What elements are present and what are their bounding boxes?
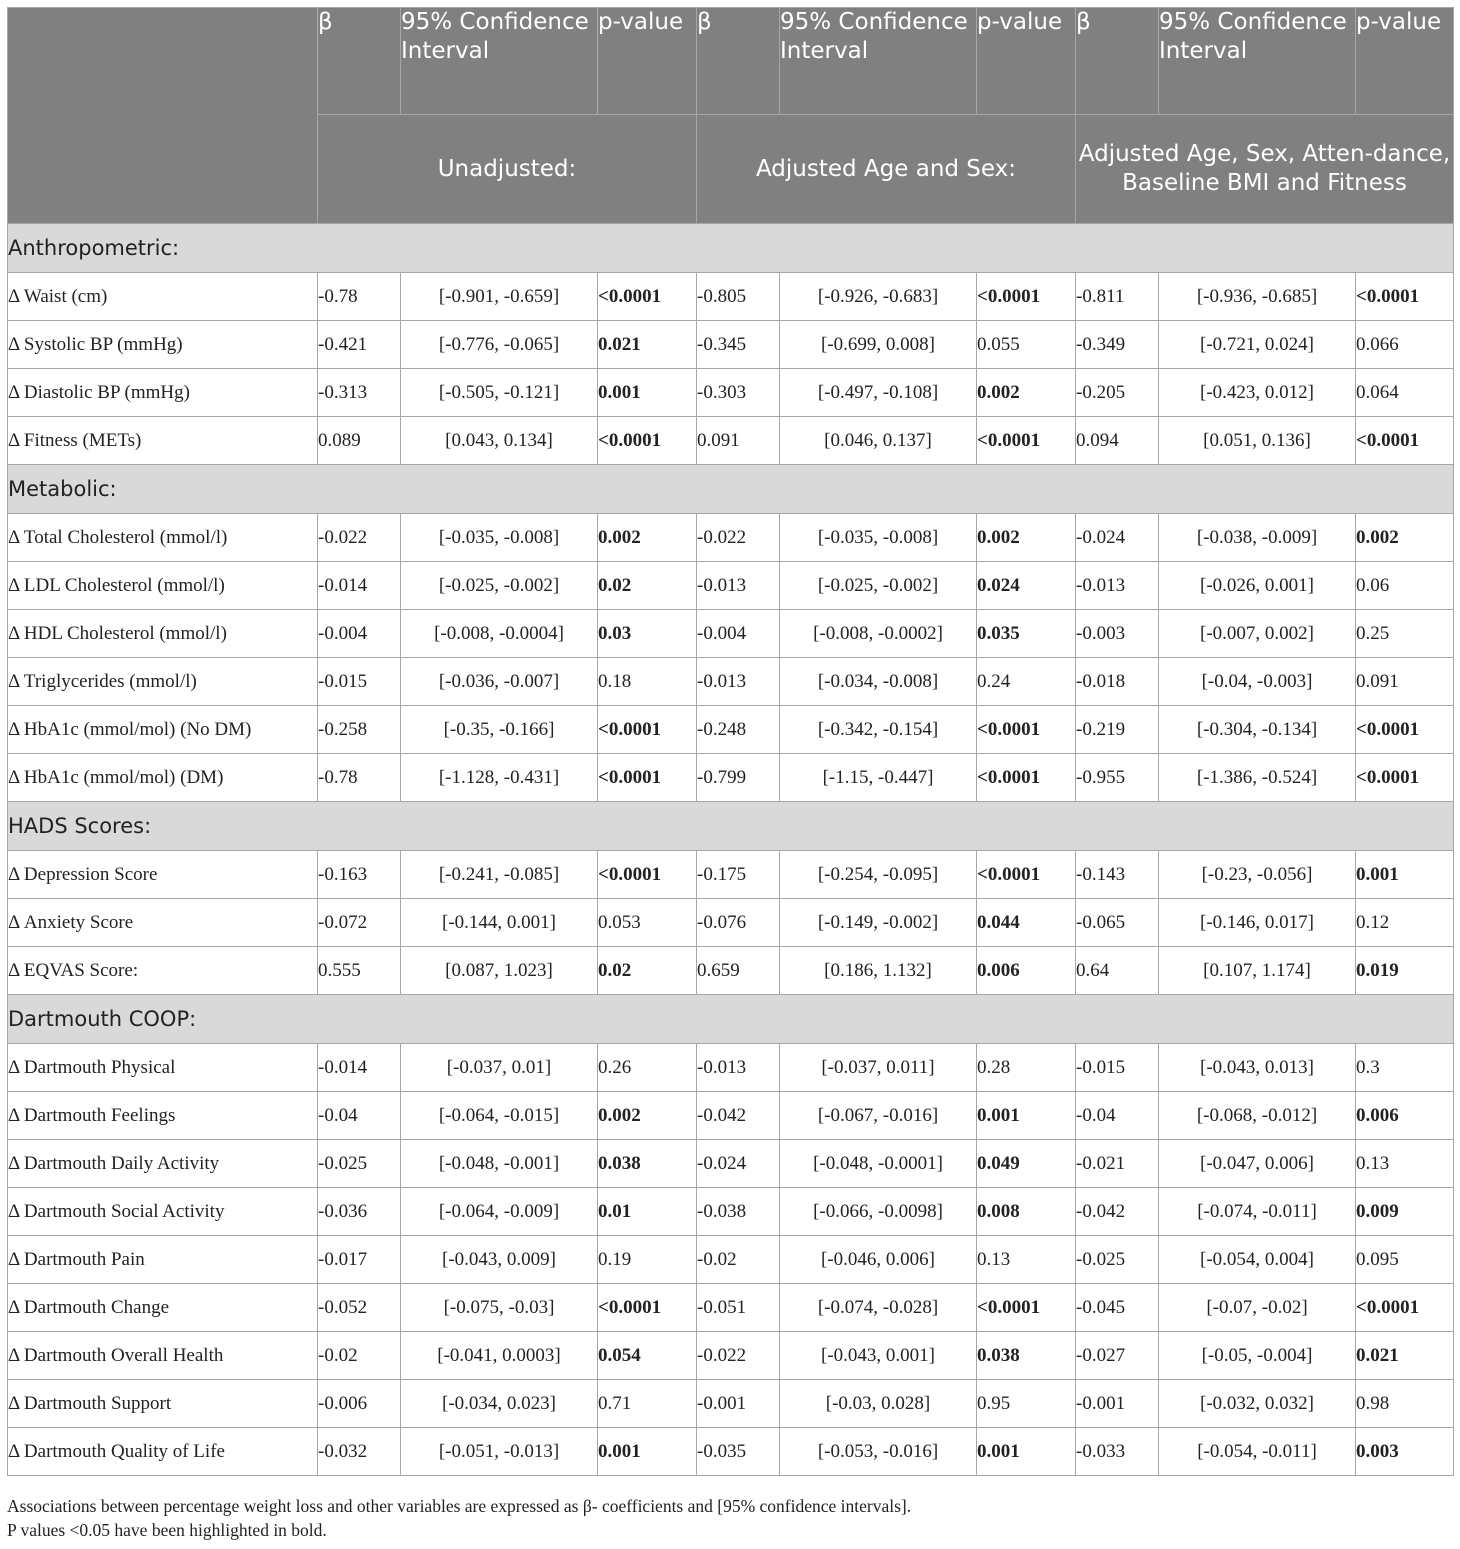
table-row [8,851,1454,899]
beta-cell: 0.089 [318,417,401,465]
ci-cell: [-0.423, 0.012] [1159,369,1356,417]
p-value-cell: 0.001 [977,1428,1076,1476]
section-header-row [8,224,1454,273]
p-value-cell: <0.0001 [977,273,1076,321]
beta-header: β [1076,8,1159,115]
ci-cell: [-0.048, -0.001] [401,1140,598,1188]
p-value-cell: 0.03 [598,610,697,658]
ci-cell: [0.087, 1.023] [401,947,598,995]
table-row [8,1092,1454,1140]
ci-cell: [-0.037, 0.011] [780,1044,977,1092]
p-value-cell: <0.0001 [598,706,697,754]
p-value-cell: 0.95 [977,1380,1076,1428]
table-row [8,706,1454,754]
p-value-cell: 0.002 [977,514,1076,562]
ci-cell: [-0.066, -0.0098] [780,1188,977,1236]
beta-cell: -0.018 [1076,658,1159,706]
ci-cell: [-0.064, -0.015] [401,1092,598,1140]
p-value-cell: 0.044 [977,899,1076,947]
p-value-cell: 0.13 [977,1236,1076,1284]
beta-cell: -0.001 [697,1380,780,1428]
beta-cell: -0.006 [318,1380,401,1428]
table-row [8,1236,1454,1284]
p-value-cell: 0.049 [977,1140,1076,1188]
ci-cell: [-0.043, 0.009] [401,1236,598,1284]
row-label: Δ Dartmouth Support [8,1380,318,1428]
row-label: Δ Total Cholesterol (mmol/l) [8,514,318,562]
p-value-cell: <0.0001 [977,417,1076,465]
ci-cell: [-0.036, -0.007] [401,658,598,706]
ci-cell: [-0.043, 0.013] [1159,1044,1356,1092]
ci-cell: [-0.35, -0.166] [401,706,598,754]
row-label: Δ HDL Cholesterol (mmol/l) [8,610,318,658]
p-value-cell: 0.021 [598,321,697,369]
p-value-cell: 0.002 [1356,514,1454,562]
beta-cell: -0.072 [318,899,401,947]
section-header-row [8,465,1454,514]
ci-cell: [-0.054, -0.011] [1159,1428,1356,1476]
table-row [8,610,1454,658]
p-value-cell: 0.095 [1356,1236,1454,1284]
p-value-cell: 0.25 [1356,610,1454,658]
beta-cell: 0.094 [1076,417,1159,465]
ci-cell: [-0.035, -0.008] [780,514,977,562]
ci-cell: [-0.037, 0.01] [401,1044,598,1092]
ci-header: 95% Confidence Interval [1159,8,1356,115]
ci-cell: [-0.144, 0.001] [401,899,598,947]
row-label: Δ Dartmouth Quality of Life [8,1428,318,1476]
table-row [8,1332,1454,1380]
ci-cell: [-0.074, -0.011] [1159,1188,1356,1236]
p-value-cell: 0.19 [598,1236,697,1284]
p-value-cell: 0.06 [1356,562,1454,610]
ci-cell: [-0.074, -0.028] [780,1284,977,1332]
beta-cell: -0.013 [1076,562,1159,610]
ci-cell: [-0.067, -0.016] [780,1092,977,1140]
beta-cell: -0.051 [697,1284,780,1332]
ci-cell: [-0.03, 0.028] [780,1380,977,1428]
p-value-cell: 0.055 [977,321,1076,369]
p-value-cell: 0.024 [977,562,1076,610]
beta-cell: -0.015 [318,658,401,706]
p-value-cell: <0.0001 [1356,1284,1454,1332]
ci-cell: [-0.241, -0.085] [401,851,598,899]
ci-cell: [-0.038, -0.009] [1159,514,1356,562]
ci-cell: [-0.064, -0.009] [401,1188,598,1236]
row-label: Δ Triglycerides (mmol/l) [8,658,318,706]
beta-cell: -0.78 [318,754,401,802]
beta-cell: -0.805 [697,273,780,321]
ci-cell: [-0.05, -0.004] [1159,1332,1356,1380]
beta-cell: -0.004 [697,610,780,658]
p-value-header: p-value [598,8,697,115]
ci-cell: [-0.776, -0.065] [401,321,598,369]
ci-cell: [-0.04, -0.003] [1159,658,1356,706]
ci-cell: [-0.035, -0.008] [401,514,598,562]
section-header-row [8,995,1454,1044]
table-row [8,1140,1454,1188]
section-title: Dartmouth COOP: [8,995,1454,1044]
ci-cell: [-0.254, -0.095] [780,851,977,899]
ci-cell: [-0.041, 0.0003] [401,1332,598,1380]
model-header-age-sex: Adjusted Age and Sex: [697,115,1076,224]
table-row [8,514,1454,562]
p-value-cell: 0.24 [977,658,1076,706]
beta-cell: -0.022 [697,1332,780,1380]
table-row [8,273,1454,321]
footnote: P values <0.05 have been highlighted in bold. [7,1520,327,1540]
beta-cell: -0.313 [318,369,401,417]
p-value-cell: 0.064 [1356,369,1454,417]
table-row [8,899,1454,947]
ci-header: 95% Confidence Interval [780,8,977,115]
row-label: Δ Dartmouth Feelings [8,1092,318,1140]
beta-cell: -0.036 [318,1188,401,1236]
beta-cell: -0.013 [697,658,780,706]
p-value-cell: <0.0001 [598,273,697,321]
ci-cell: [-0.07, -0.02] [1159,1284,1356,1332]
row-label: Δ Dartmouth Daily Activity [8,1140,318,1188]
beta-cell: -0.014 [318,1044,401,1092]
beta-cell: -0.205 [1076,369,1159,417]
p-value-cell: 0.71 [598,1380,697,1428]
beta-cell: -0.02 [318,1332,401,1380]
beta-cell: -0.799 [697,754,780,802]
beta-cell: -0.248 [697,706,780,754]
table-row [8,1284,1454,1332]
ci-cell: [-0.051, -0.013] [401,1428,598,1476]
ci-cell: [-1.386, -0.524] [1159,754,1356,802]
ci-cell: [-0.068, -0.012] [1159,1092,1356,1140]
p-value-cell: 0.3 [1356,1044,1454,1092]
section-header-row [8,802,1454,851]
p-value-header: p-value [977,8,1076,115]
ci-cell: [-0.054, 0.004] [1159,1236,1356,1284]
p-value-cell: 0.13 [1356,1140,1454,1188]
row-label: Δ Dartmouth Social Activity [8,1188,318,1236]
beta-cell: -0.042 [697,1092,780,1140]
table-row [8,1380,1454,1428]
beta-cell: -0.042 [1076,1188,1159,1236]
beta-cell: -0.78 [318,273,401,321]
row-label: Δ Dartmouth Physical [8,1044,318,1092]
section-title: Metabolic: [8,465,1454,514]
row-label: Δ Diastolic BP (mmHg) [8,369,318,417]
ci-cell: [-0.053, -0.016] [780,1428,977,1476]
table-row [8,658,1454,706]
beta-cell: -0.349 [1076,321,1159,369]
table-row [8,417,1454,465]
row-label: Δ Dartmouth Change [8,1284,318,1332]
beta-cell: -0.02 [697,1236,780,1284]
beta-cell: -0.219 [1076,706,1159,754]
table-body [8,224,1454,1476]
beta-cell: -0.033 [1076,1428,1159,1476]
ci-cell: [0.051, 0.136] [1159,417,1356,465]
beta-cell: -0.017 [318,1236,401,1284]
p-value-cell: 0.002 [598,514,697,562]
model-header-fully-adjusted: Adjusted Age, Sex, Atten-dance, Baseline BMI and Fitness [1076,115,1454,224]
ci-cell: [-0.032, 0.032] [1159,1380,1356,1428]
p-value-cell: 0.001 [977,1092,1076,1140]
beta-cell: -0.025 [1076,1236,1159,1284]
ci-cell: [-0.046, 0.006] [780,1236,977,1284]
p-value-cell: 0.001 [598,369,697,417]
beta-cell: -0.065 [1076,899,1159,947]
beta-cell: -0.345 [697,321,780,369]
p-value-cell: <0.0001 [598,1284,697,1332]
beta-cell: -0.045 [1076,1284,1159,1332]
row-label: Δ Anxiety Score [8,899,318,947]
p-value-cell: <0.0001 [977,851,1076,899]
ci-cell: [-0.043, 0.001] [780,1332,977,1380]
ci-cell: [-0.23, -0.056] [1159,851,1356,899]
beta-header: β [697,8,780,115]
row-label: Δ Dartmouth Pain [8,1236,318,1284]
beta-cell: -0.052 [318,1284,401,1332]
beta-cell: -0.258 [318,706,401,754]
ci-cell: [-0.497, -0.108] [780,369,977,417]
beta-cell: -0.303 [697,369,780,417]
ci-cell: [-0.721, 0.024] [1159,321,1356,369]
beta-cell: -0.811 [1076,273,1159,321]
beta-cell: 0.555 [318,947,401,995]
p-value-cell: 0.053 [598,899,697,947]
beta-cell: -0.001 [1076,1380,1159,1428]
table-row [8,1188,1454,1236]
p-value-cell: 0.002 [977,369,1076,417]
p-value-cell: 0.009 [1356,1188,1454,1236]
section-title: Anthropometric: [8,224,1454,273]
p-value-cell: 0.066 [1356,321,1454,369]
p-value-cell: <0.0001 [977,754,1076,802]
ci-cell: [-0.048, -0.0001] [780,1140,977,1188]
table-row [8,947,1454,995]
p-value-cell: <0.0001 [1356,273,1454,321]
p-value-header: p-value [1356,8,1454,115]
p-value-cell: <0.0001 [1356,706,1454,754]
row-label: Δ Depression Score [8,851,318,899]
ci-cell: [-0.034, -0.008] [780,658,977,706]
table-row [8,321,1454,369]
ci-cell: [-0.149, -0.002] [780,899,977,947]
p-value-cell: 0.01 [598,1188,697,1236]
beta-cell: -0.04 [1076,1092,1159,1140]
row-label: Δ Waist (cm) [8,273,318,321]
p-value-cell: 0.26 [598,1044,697,1092]
results-table [7,7,1454,1476]
beta-header: β [318,8,401,115]
p-value-cell: <0.0001 [1356,417,1454,465]
beta-cell: 0.659 [697,947,780,995]
p-value-cell: 0.003 [1356,1428,1454,1476]
row-label: Δ Systolic BP (mmHg) [8,321,318,369]
ci-cell: [-0.026, 0.001] [1159,562,1356,610]
p-value-cell: <0.0001 [598,417,697,465]
p-value-cell: 0.001 [598,1428,697,1476]
p-value-cell: <0.0001 [598,851,697,899]
p-value-cell: 0.12 [1356,899,1454,947]
p-value-cell: 0.28 [977,1044,1076,1092]
footnote: Associations between percentage weight loss and other variables are expressed as β- coefficients and [95% confidence intervals]. [7,1496,912,1516]
beta-cell: -0.421 [318,321,401,369]
beta-cell: -0.021 [1076,1140,1159,1188]
beta-cell: 0.091 [697,417,780,465]
beta-cell: -0.003 [1076,610,1159,658]
table-row [8,754,1454,802]
beta-cell: -0.027 [1076,1332,1159,1380]
ci-cell: [-0.075, -0.03] [401,1284,598,1332]
p-value-cell: 0.091 [1356,658,1454,706]
beta-cell: -0.025 [318,1140,401,1188]
ci-cell: [-0.304, -0.134] [1159,706,1356,754]
p-value-cell: 0.18 [598,658,697,706]
p-value-cell: <0.0001 [598,754,697,802]
ci-cell: [-0.047, 0.006] [1159,1140,1356,1188]
p-value-cell: <0.0001 [977,706,1076,754]
column-header-row [8,8,1454,115]
beta-cell: -0.175 [697,851,780,899]
beta-cell: -0.014 [318,562,401,610]
row-label: Δ Fitness (METs) [8,417,318,465]
ci-cell: [-0.342, -0.154] [780,706,977,754]
table-row [8,562,1454,610]
beta-cell: -0.038 [697,1188,780,1236]
ci-cell: [0.186, 1.132] [780,947,977,995]
row-label: Δ Dartmouth Overall Health [8,1332,318,1380]
beta-cell: -0.032 [318,1428,401,1476]
ci-cell: [0.046, 0.137] [780,417,977,465]
p-value-cell: 0.002 [598,1092,697,1140]
row-label: Δ EQVAS Score: [8,947,318,995]
ci-cell: [-0.901, -0.659] [401,273,598,321]
ci-cell: [0.107, 1.174] [1159,947,1356,995]
p-value-cell: <0.0001 [1356,754,1454,802]
p-value-cell: 0.008 [977,1188,1076,1236]
p-value-cell: 0.02 [598,947,697,995]
ci-cell: [-1.15, -0.447] [780,754,977,802]
ci-cell: [-0.008, -0.0002] [780,610,977,658]
p-value-cell: 0.035 [977,610,1076,658]
beta-cell: 0.64 [1076,947,1159,995]
ci-cell: [-0.146, 0.017] [1159,899,1356,947]
p-value-cell: <0.0001 [977,1284,1076,1332]
ci-cell: [-0.008, -0.0004] [401,610,598,658]
ci-cell: [-0.505, -0.121] [401,369,598,417]
section-title: HADS Scores: [8,802,1454,851]
beta-cell: -0.004 [318,610,401,658]
ci-cell: [-0.025, -0.002] [401,562,598,610]
p-value-cell: 0.021 [1356,1332,1454,1380]
ci-cell: [-1.128, -0.431] [401,754,598,802]
ci-cell: [0.043, 0.134] [401,417,598,465]
p-value-cell: 0.006 [977,947,1076,995]
ci-header: 95% Confidence Interval [401,8,598,115]
beta-cell: -0.955 [1076,754,1159,802]
beta-cell: -0.024 [697,1140,780,1188]
row-label: Δ HbA1c (mmol/mol) (DM) [8,754,318,802]
beta-cell: -0.04 [318,1092,401,1140]
beta-cell: -0.022 [318,514,401,562]
p-value-cell: 0.054 [598,1332,697,1380]
p-value-cell: 0.02 [598,562,697,610]
ci-cell: [-0.699, 0.008] [780,321,977,369]
p-value-cell: 0.98 [1356,1380,1454,1428]
beta-cell: -0.076 [697,899,780,947]
table-row [8,1044,1454,1092]
p-value-cell: 0.038 [598,1140,697,1188]
row-label: Δ LDL Cholesterol (mmol/l) [8,562,318,610]
row-label: Δ HbA1c (mmol/mol) (No DM) [8,706,318,754]
corner-header-cell [8,8,318,224]
ci-cell: [-0.025, -0.002] [780,562,977,610]
p-value-cell: 0.006 [1356,1092,1454,1140]
beta-cell: -0.015 [1076,1044,1159,1092]
beta-cell: -0.024 [1076,514,1159,562]
table-row [8,369,1454,417]
p-value-cell: 0.019 [1356,947,1454,995]
ci-cell: [-0.926, -0.683] [780,273,977,321]
beta-cell: -0.163 [318,851,401,899]
ci-cell: [-0.936, -0.685] [1159,273,1356,321]
p-value-cell: 0.001 [1356,851,1454,899]
table-footnotes [7,1494,911,1542]
beta-cell: -0.143 [1076,851,1159,899]
model-header-unadjusted: Unadjusted: [318,115,697,224]
beta-cell: -0.035 [697,1428,780,1476]
beta-cell: -0.013 [697,1044,780,1092]
ci-cell: [-0.034, 0.023] [401,1380,598,1428]
beta-cell: -0.022 [697,514,780,562]
beta-cell: -0.013 [697,562,780,610]
ci-cell: [-0.007, 0.002] [1159,610,1356,658]
p-value-cell: 0.038 [977,1332,1076,1380]
table-row [8,1428,1454,1476]
